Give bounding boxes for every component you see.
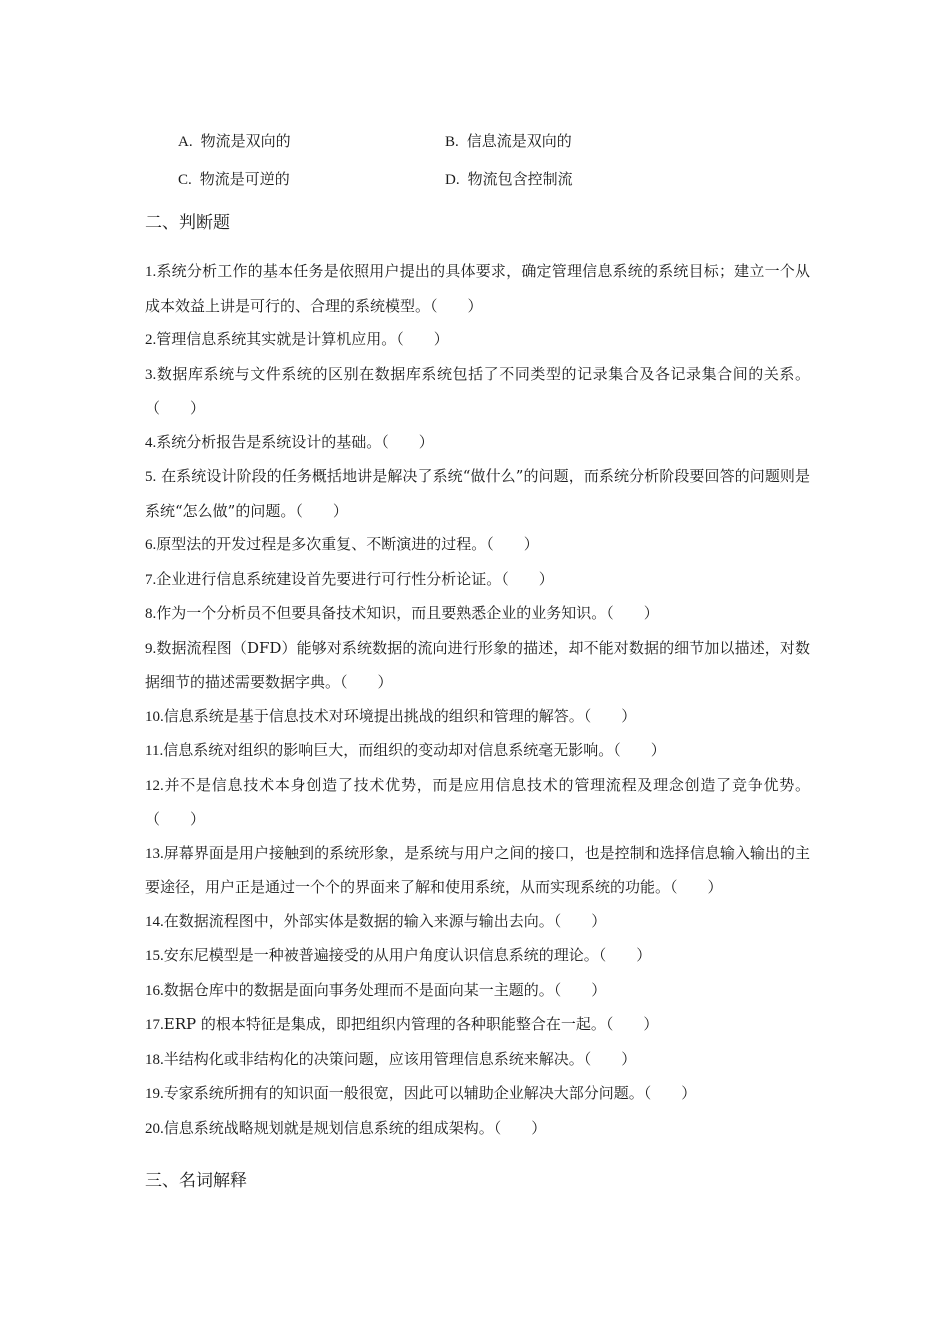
section-title-term-definitions: 三、名词解释 (145, 1171, 247, 1191)
question-item: 12.并不是信息技术本身创造了技术优势，而是应用信息技术的管理流程及理念创造了竞争优势。（ ） (145, 775, 810, 828)
question-item: 1.系统分析工作的基本任务是依照用户提出的具体要求，确定管理信息系统的系统目标；建立一个从成本效益上讲是可行的、合理的系统模型。（ ） (145, 262, 810, 315)
question-item: 20.信息系统战略规划就是规划信息系统的组成架构。（ ） (145, 1118, 547, 1137)
option-c: C. 物流是可逆的 (178, 169, 290, 188)
question-item: 11.信息系统对组织的影响巨大，而组织的变动却对信息系统毫无影响。（ ） (145, 741, 666, 759)
question-item: 19.专家系统所拥有的知识面一般很宽，因此可以辅助企业解决大部分问题。（ ） (145, 1084, 697, 1102)
option-row (178, 159, 778, 197)
question-item: 15.安东尼模型是一种被普遍接受的从用户角度认识信息系统的理论。（ ） (145, 946, 652, 964)
option-b: B. 信息流是双向的 (445, 131, 572, 150)
question-item: 18.半结构化或非结构化的决策问题，应该用管理信息系统来解决。（ ） (145, 1049, 637, 1068)
option-row (178, 121, 778, 159)
section-title-true-false: 二、判断题 (145, 213, 230, 233)
question-item: 9.数据流程图（DFD）能够对系统数据的流向进行形象的描述，却不能对数据的细节加以描述，对数据细节的描述需要数据字典。（ ） (145, 638, 810, 691)
question-item: 5. 在系统设计阶段的任务概括地讲是解决了系统“做什么”的问题，而系统分析阶段要回答的问题则是系统“怎么做”的问题。（ ） (145, 467, 810, 520)
question-item: 13.屏幕界面是用户接触到的系统形象，是系统与用户之间的接口，也是控制和选择信息输入输出的主要途径，用户正是通过一个个的界面来了解和使用系统，从而实现系统的功能。（ ） (145, 843, 810, 896)
question-item: 10.信息系统是基于信息技术对环境提出挑战的组织和管理的解答。（ ） (145, 706, 637, 725)
question-item: 7.企业进行信息系统建设首先要进行可行性分析论证。（ ） (145, 569, 554, 588)
question-list (145, 255, 810, 1146)
question-item: 14.在数据流程图中，外部实体是数据的输入来源与输出去向。（ ） (145, 911, 607, 930)
question-item: 8.作为一个分析员不但要具备技术知识，而且要熟悉企业的业务知识。（ ） (145, 604, 659, 622)
question-item: 3.数据库系统与文件系统的区别在数据库系统包括了不同类型的记录集合及各记录集合间的关系。（ ） (145, 364, 810, 417)
question-item: 4.系统分析报告是系统设计的基础。（ ） (145, 432, 434, 451)
question-item: 16.数据仓库中的数据是面向事务处理而不是面向某一主题的。（ ） (145, 980, 607, 999)
option-d: D. 物流包含控制流 (445, 169, 573, 188)
option-a: A. 物流是双向的 (178, 131, 291, 150)
answer-options (178, 121, 778, 197)
question-item: 17.ERP 的根本特征是集成，即把组织内管理的各种职能整合在一起。（ ） (145, 1015, 659, 1033)
question-item: 6.原型法的开发过程是多次重复、不断演进的过程。（ ） (145, 535, 539, 553)
question-item: 2.管理信息系统其实就是计算机应用。（ ） (145, 330, 449, 348)
